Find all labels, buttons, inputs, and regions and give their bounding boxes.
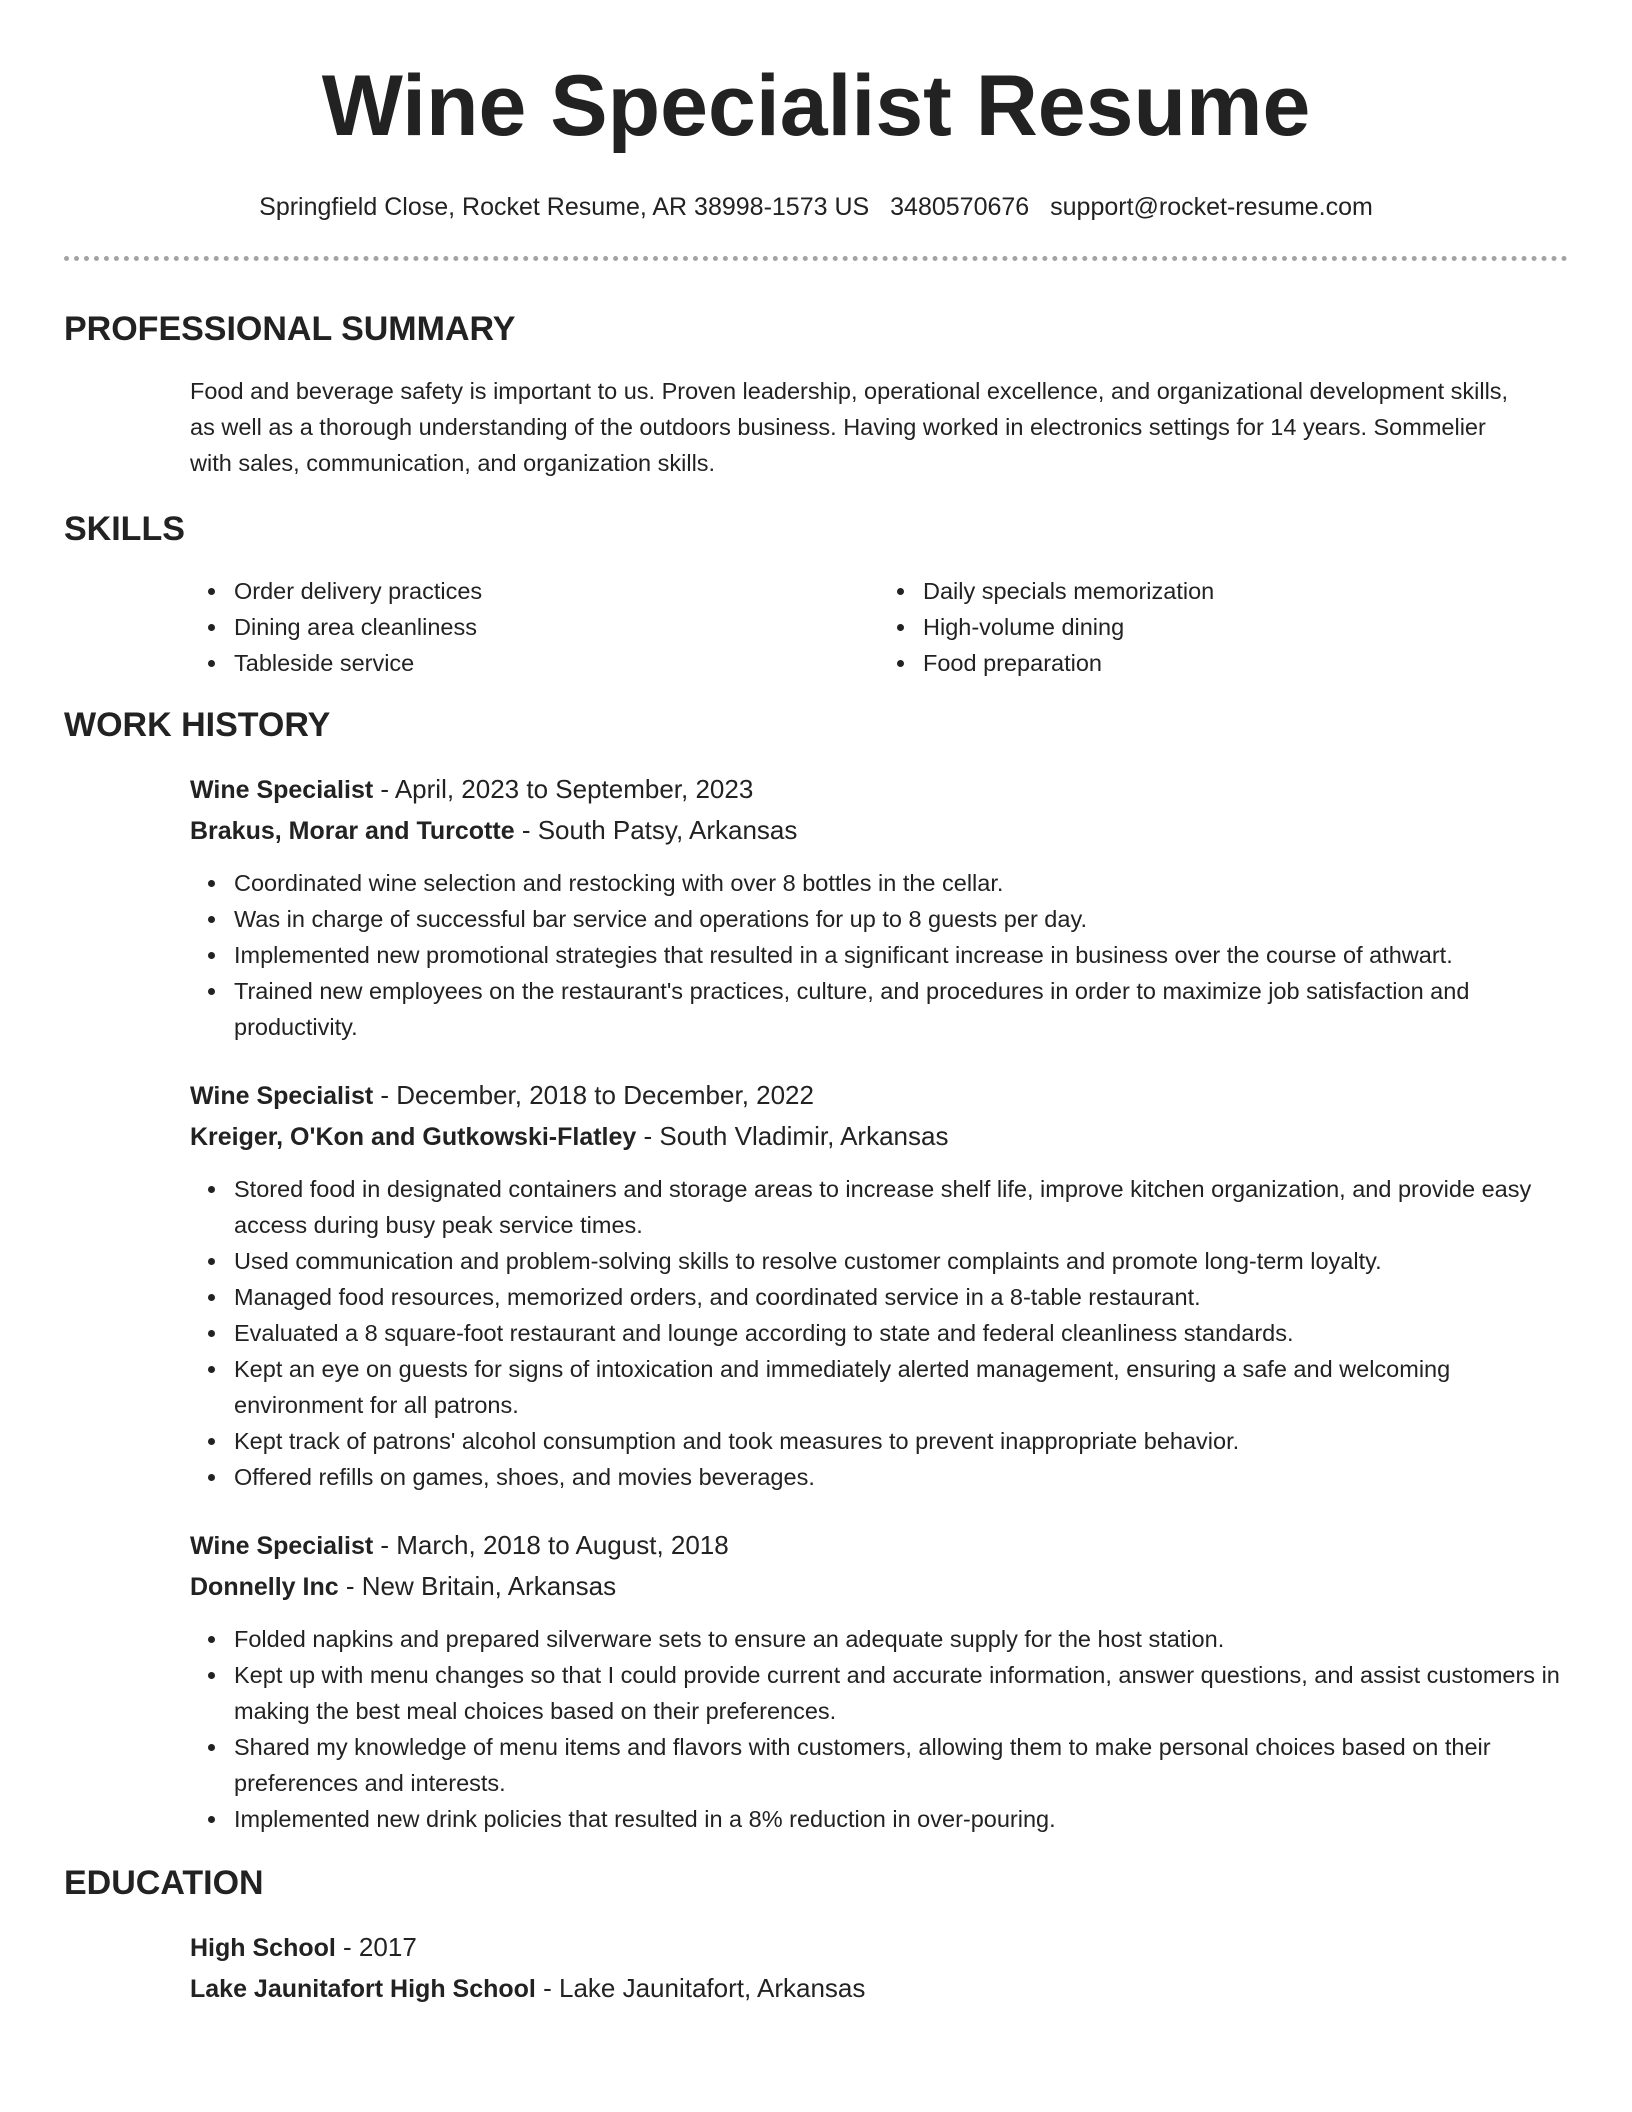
education-school: Lake Jaunitafort High School <box>190 1975 536 2003</box>
job-duty: Implemented new drink policies that resulted in a 8% reduction in over-pouring. <box>234 1801 1568 1837</box>
job-duty: Implemented new promotional strategies that resulted in a significant increase in business over the course of athwart. <box>234 937 1568 973</box>
job-duty: Coordinated wine selection and restocking with over 8 bottles in the cellar. <box>234 865 1568 901</box>
job-role: Wine Specialist <box>190 1082 374 1110</box>
job-entry-3 <box>64 1525 1568 1837</box>
job-company-line <box>190 810 1568 851</box>
skill-item: Order delivery practices <box>234 573 879 609</box>
resume-title: Wine Specialist Resume <box>321 58 1311 154</box>
summary-heading: PROFESSIONAL SUMMARY <box>64 310 516 348</box>
education-location: - Lake Jaunitafort, Arkansas <box>535 1973 866 2003</box>
job-duty: Was in charge of successful bar service and operations for up to 8 guests per day. <box>234 901 1568 937</box>
job-duty: Shared my knowledge of menu items and flavors with customers, allowing them to make personal choices based on their preferences and interests. <box>234 1729 1568 1801</box>
work-history-heading: WORK HISTORY <box>64 706 331 744</box>
education-degree: High School <box>190 1934 336 1962</box>
job-company-line <box>190 1116 1568 1157</box>
job-duties-list <box>190 1621 1568 1837</box>
job-duty: Kept an eye on guests for signs of intoxication and immediately alerted management, ensuring a safe and welcoming environment for all patrons. <box>234 1351 1568 1423</box>
job-location: - South Vladimir, Arkansas <box>636 1121 949 1151</box>
skills-list-left <box>190 573 879 681</box>
skills-grid <box>190 573 1568 681</box>
job-location: - South Patsy, Arkansas <box>514 815 798 845</box>
skill-item: High-volume dining <box>923 609 1568 645</box>
job-duty: Kept up with menu changes so that I could provide current and accurate information, answer questions, and assist customers in making the best meal choices based on their preferences. <box>234 1657 1568 1729</box>
job-duty: Evaluated a 8 square-foot restaurant and lounge according to state and federal cleanliness standards. <box>234 1315 1568 1351</box>
job-duty: Folded napkins and prepared silverware sets to ensure an adequate supply for the host station. <box>234 1621 1568 1657</box>
contact-email[interactable]: support@rocket-resume.com <box>1050 193 1373 221</box>
job-duty: Used communication and problem-solving skills to resolve customer complaints and promote long-term loyalty. <box>234 1243 1568 1279</box>
education-year: - 2017 <box>335 1932 417 1962</box>
job-dates: - December, 2018 to December, 2022 <box>373 1080 814 1110</box>
job-duty: Kept track of patrons' alcohol consumption and took measures to prevent inappropriate behavior. <box>234 1423 1568 1459</box>
education-heading: EDUCATION <box>64 1864 264 1902</box>
job-duties-list <box>190 865 1568 1045</box>
job-duty: Offered refills on games, shoes, and movies beverages. <box>234 1459 1568 1495</box>
skill-item: Tableside service <box>234 645 879 681</box>
job-company-line <box>190 1566 1568 1607</box>
header-divider <box>64 256 1568 261</box>
summary-text: Food and beverage safety is important to us. Proven leadership, operational excellence, and organizational development skills, as well as a thorough understanding of the outdoors business. Having worked in electronics settings for 14 years. Sommelier with sales, communication, and organization skills. <box>190 378 1509 476</box>
contact-info <box>64 192 1568 222</box>
job-company: Donnelly Inc <box>190 1573 339 1601</box>
skills-section <box>64 573 1568 681</box>
skill-item: Daily specials memorization <box>923 573 1568 609</box>
job-dates: - April, 2023 to September, 2023 <box>373 774 754 804</box>
job-duty: Stored food in designated containers and storage areas to increase shelf life, improve kitchen organization, and provide easy access during busy peak service times. <box>234 1171 1568 1243</box>
education-school-line <box>190 1968 1568 2009</box>
skills-list-right <box>879 573 1568 681</box>
skill-item: Food preparation <box>923 645 1568 681</box>
job-location: - New Britain, Arkansas <box>338 1571 617 1601</box>
skills-heading: SKILLS <box>64 510 185 548</box>
resume-page <box>64 0 1568 2009</box>
job-role-line <box>190 769 1568 810</box>
job-role-line <box>190 1525 1568 1566</box>
job-duty: Trained new employees on the restaurant's practices, culture, and procedures in order to maximize job satisfaction and productivity. <box>234 973 1568 1045</box>
job-role: Wine Specialist <box>190 1532 374 1560</box>
job-role-line <box>190 1075 1568 1116</box>
contact-phone[interactable]: 3480570676 <box>890 193 1030 221</box>
job-company: Brakus, Morar and Turcotte <box>190 817 515 845</box>
job-entry-1 <box>64 769 1568 1045</box>
job-company: Kreiger, O'Kon and Gutkowski-Flatley <box>190 1123 637 1151</box>
job-entry-2 <box>64 1075 1568 1495</box>
job-role: Wine Specialist <box>190 776 374 804</box>
job-duties-list <box>190 1171 1568 1495</box>
skill-item: Dining area cleanliness <box>234 609 879 645</box>
job-dates: - March, 2018 to August, 2018 <box>373 1530 729 1560</box>
contact-address: Springfield Close, Rocket Resume, AR 38998-1573 US <box>259 193 870 221</box>
education-degree-line <box>190 1927 1568 1968</box>
job-duty: Managed food resources, memorized orders, and coordinated service in a 8-table restaurant. <box>234 1279 1568 1315</box>
education-entry <box>64 1927 1568 2009</box>
